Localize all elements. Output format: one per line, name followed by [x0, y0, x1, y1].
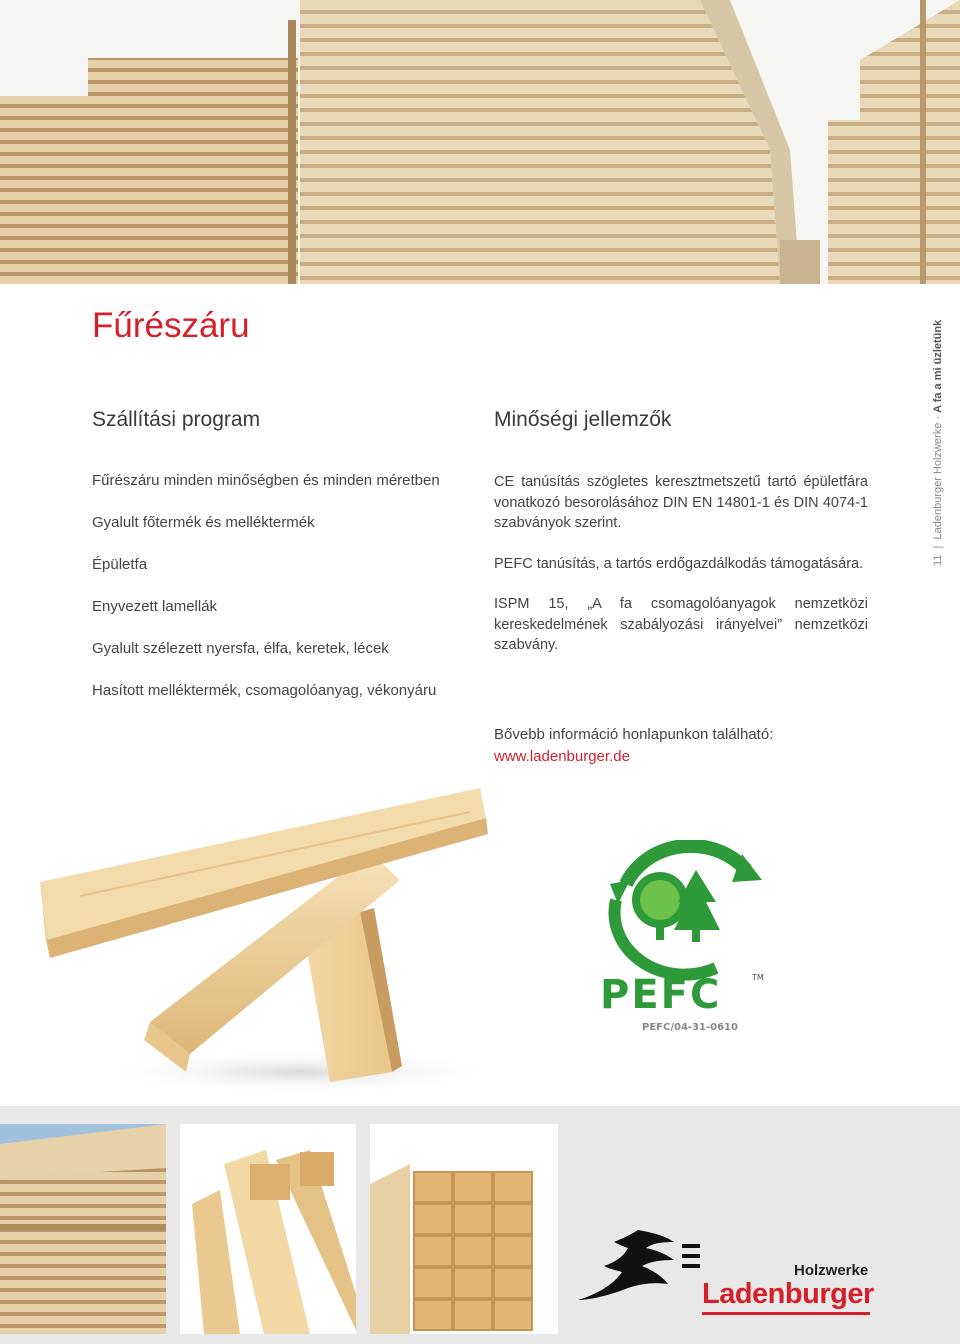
more-info: [494, 724, 773, 768]
pefc-wordmark: PEFC: [600, 972, 722, 1018]
page-number: 11: [932, 554, 944, 566]
pefc-code: PEFC/04-31-0610: [642, 1022, 738, 1033]
quality-text: [494, 472, 868, 676]
thumbnail-beam-ends: [370, 1124, 558, 1334]
publisher-label: Ladenburger Holzwerke ·: [932, 412, 944, 540]
pefc-tm: TM: [752, 973, 764, 982]
side-running-header: 11 | Ladenburger Holzwerke · A fa a mi üzletünk: [932, 319, 944, 566]
delivery-heading: Szállítási program: [92, 408, 261, 431]
delivery-list: [92, 471, 440, 723]
quality-paragraph: ISPM 15, „A fa csomagolóanyagok nemzetközi kereskedelmének szabályozási irányelvei” nemzetközi szabvány.: [494, 596, 868, 653]
quality-paragraph: PEFC tanúsítás, a tartós erdőgazdálkodás támogatására.: [494, 555, 864, 572]
quality-heading: Minőségi jellemzők: [494, 408, 672, 431]
page-title: Fűrészáru: [92, 306, 250, 345]
quality-paragraph: CE tanúsítás szögletes keresztmetszetű tartó épületfára vonatkozó besorolásához DIN EN 14801-1 és DIN 4074-1 szabványok szerint.: [494, 474, 868, 531]
hero-photo-lumber-stacks: [0, 0, 960, 284]
list-item: Gyalult szélezett nyersfa, élfa, keretek, lécek: [92, 640, 389, 657]
holzwerke-label: Holzwerke: [794, 1262, 869, 1279]
list-item: Gyalult főtermék és melléktermék: [92, 514, 315, 531]
list-item: Fűrészáru minden minőségben és minden méretben: [92, 472, 440, 489]
list-item: Hasított melléktermék, csomagolóanyag, vékonyáru: [92, 682, 437, 699]
lumber-beams-photo: [40, 772, 500, 1102]
thumbnail-square-beams: [180, 1124, 356, 1334]
brand-underline: [702, 1312, 870, 1315]
brand-name: Ladenburger: [702, 1278, 874, 1310]
fir-tree-icon: [578, 1226, 702, 1316]
pefc-logo: [596, 840, 772, 1040]
thumbnail-lumber-stacks: [0, 1124, 166, 1334]
website-link[interactable]: www.ladenburger.de: [494, 748, 630, 765]
list-item: Enyvezett lamellák: [92, 598, 218, 615]
more-info-text: Bővebb információ honlapunkon található:: [494, 726, 774, 743]
section-label: A fa a mi üzletünk: [932, 319, 944, 413]
ladenburger-logo: [578, 1226, 878, 1316]
list-item: Épületfa: [92, 556, 148, 573]
